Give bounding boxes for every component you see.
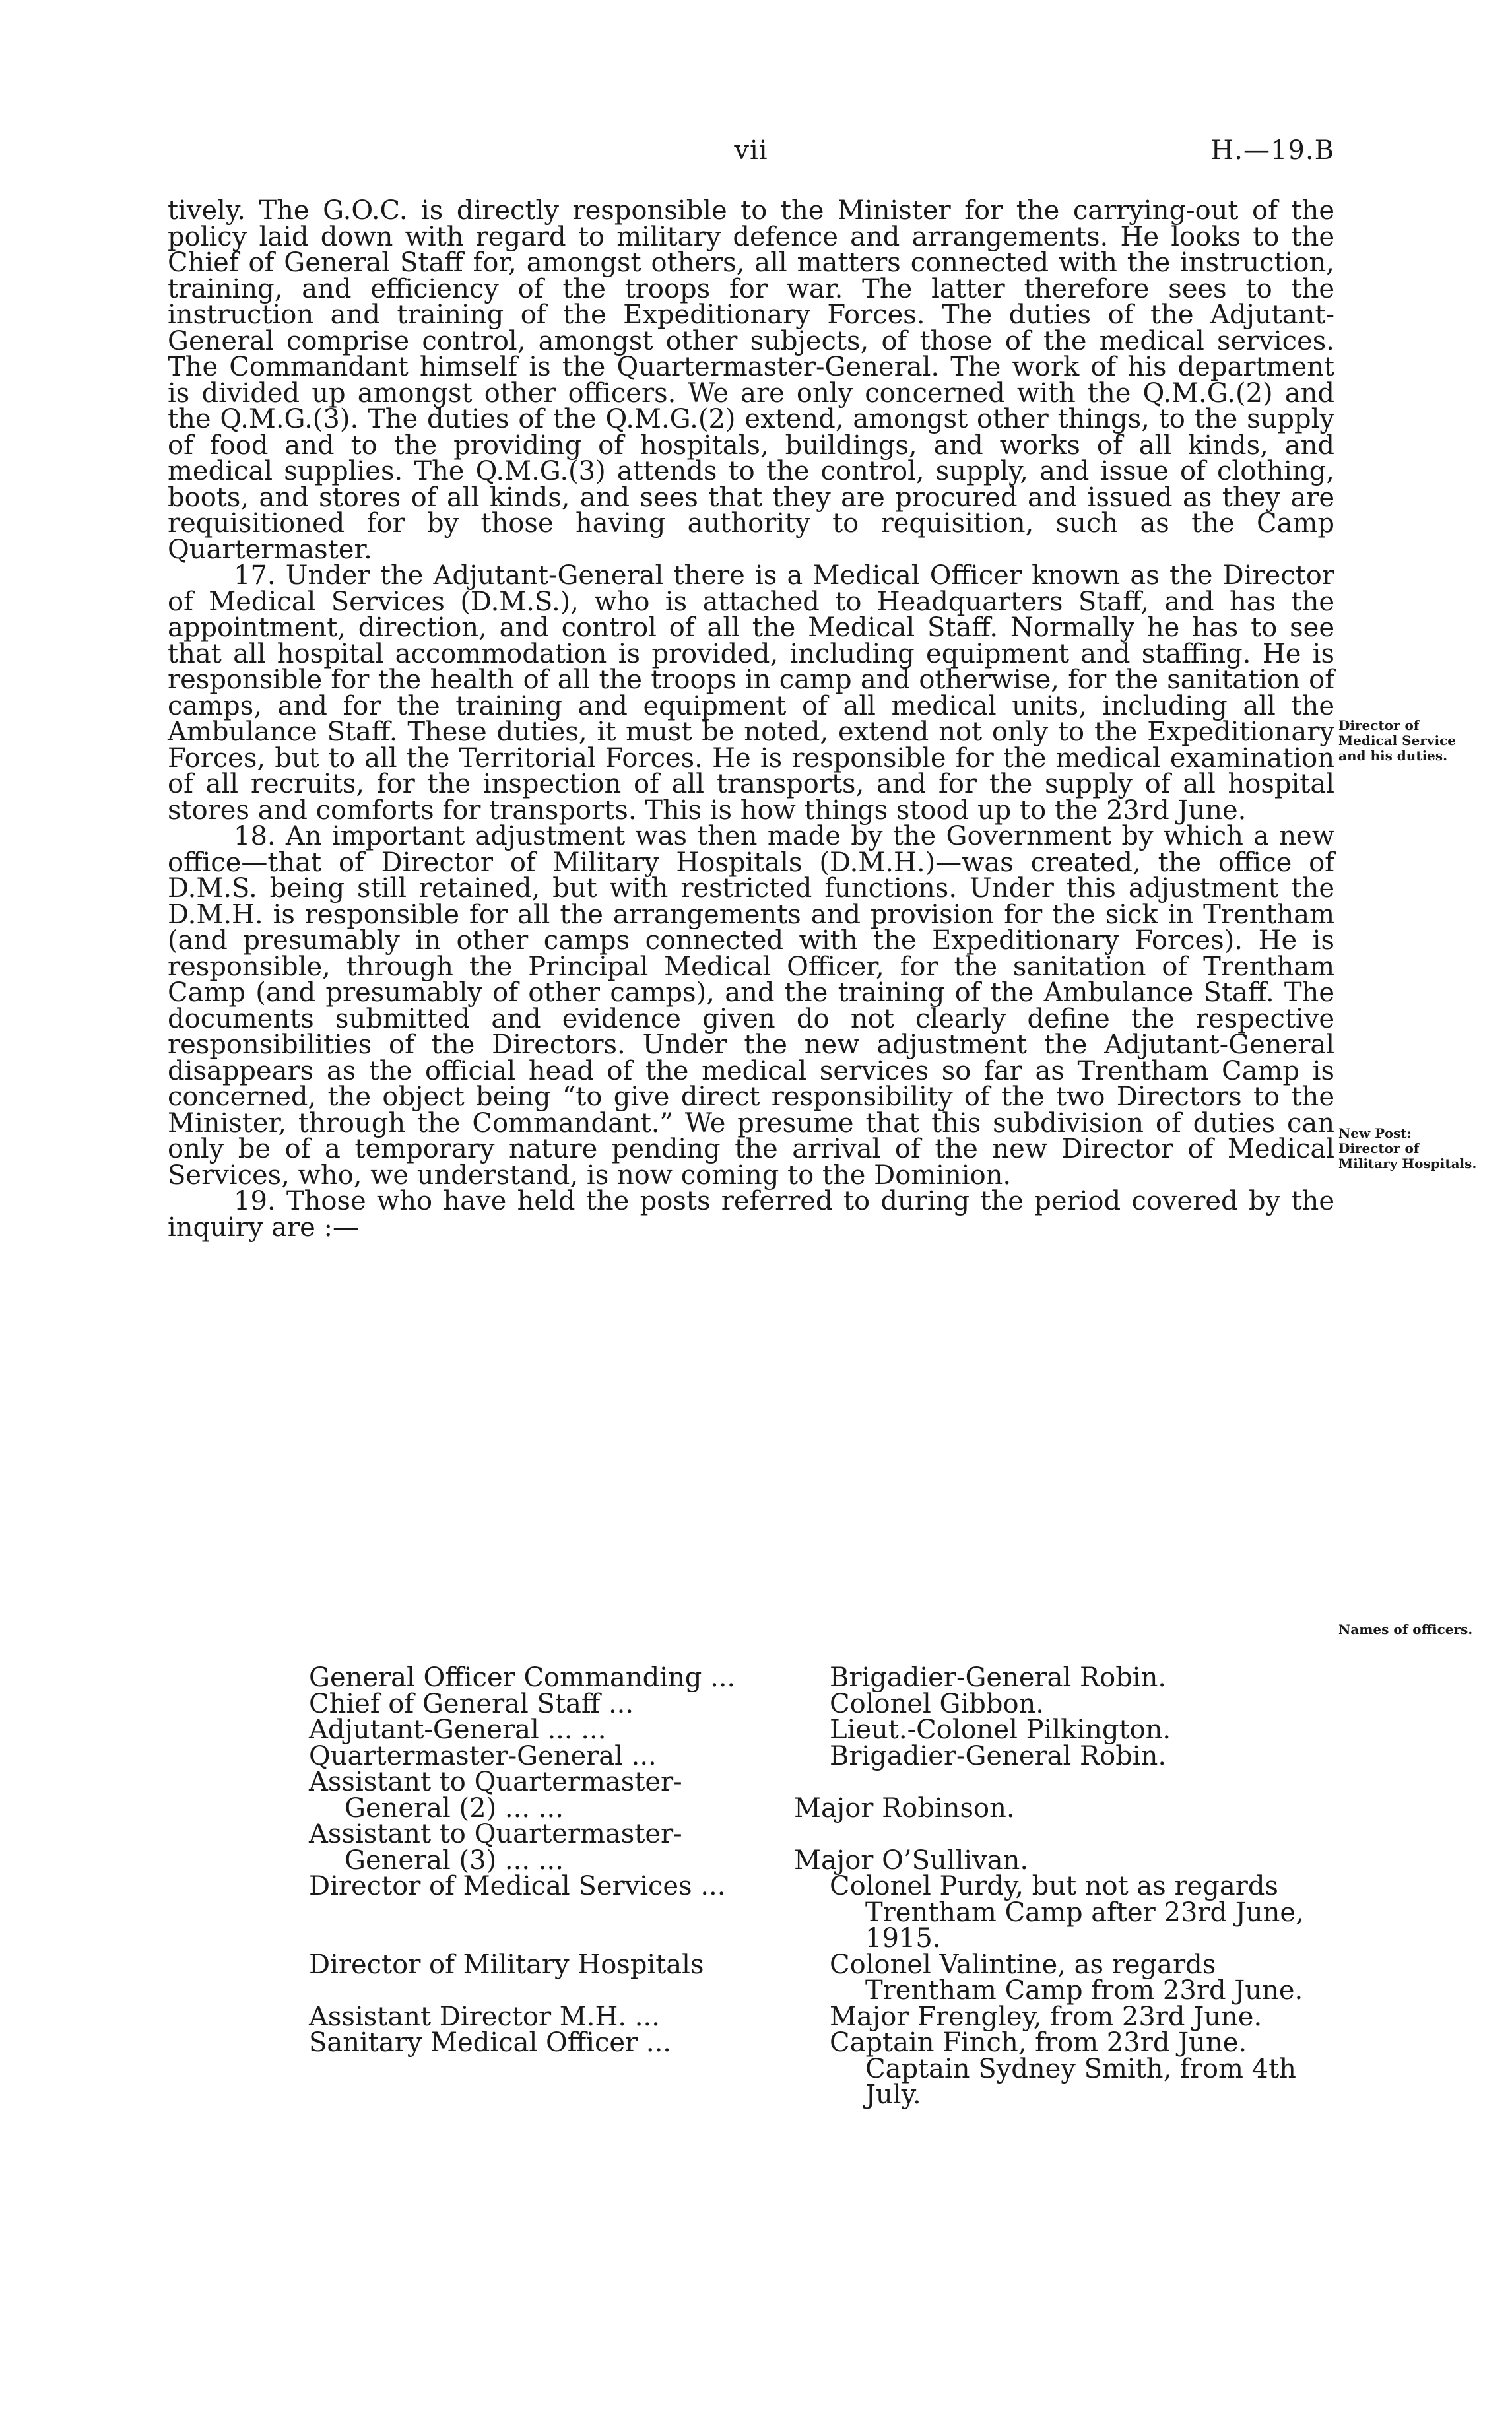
margin-note-names-of-officers: Names of officers. <box>1338 1622 1473 1637</box>
post-title: Sanitary Medical Officer ... <box>309 2027 672 2058</box>
officer-row <box>309 2001 1334 2032</box>
paragraph-continued: tively. The G.O.C. is directly responsible to the Minister for the carrying-out of the policy laid down with regard to military defence and arrangements. He looks to the Chief of General Staff for, amongst others, all matters connected with the instruction, training, and efficiency of the troops for war. The latter therefore sees to the instruction and training of the Expeditionary Forces. The duties of the Adjutant-General comprise control, amongst other subjects, of those of the medical services. The Commandant himself is the Quartermaster-General. The work of his department is divided up amongst other officers. We are only concerned with the Q.M.G.(2) and the Q.M.G.(3). The duties of the Q.M.G.(2) extend, amongst other things, to the supply of food and to the providing of hospitals, buildings, and works of all kinds, and medical supplies. The Q.M.G.(3) attends to the control, supply, and issue of clothing, boots, and stores of all kinds, and sees that they are procured and issued as they are requisitioned for by those having authority to requisition, such as the Camp Quartermaster. <box>168 195 1334 565</box>
post-holder: Colonel Gibbon. <box>830 1688 1045 1719</box>
margin-note-new-post: New Post: Director of Military Hospitals. <box>1338 1125 1477 1171</box>
post-title: Quartermaster-General ... <box>309 1740 657 1771</box>
post-title: General Officer Commanding ... <box>309 1662 736 1693</box>
post-title: Assistant to Quartermaster- General (3) ... ... <box>309 1819 682 1876</box>
officer-row <box>309 2027 1334 2110</box>
post-title: Director of Military Hospitals <box>309 1949 704 1980</box>
officer-row <box>309 1871 1334 1954</box>
post-holder: Brigadier-General Robin. <box>830 1662 1167 1693</box>
post-holder: Colonel Purdy, but not as regards Trentham Camp after 23rd June, 1915. <box>830 1871 1304 1954</box>
post-holder: Colonel Valintine, as regards Trentham Camp from 23rd June. <box>830 1949 1303 2006</box>
post-title: Assistant to Quartermaster- General (2) ... ... <box>309 1767 682 1824</box>
report-body <box>168 195 1334 1243</box>
officers-list <box>309 1662 1334 2110</box>
officer-row <box>309 1819 1334 1876</box>
post-title: Chief of General Staff ... <box>309 1688 634 1719</box>
post-title: Director of Medical Services ... <box>309 1871 726 1901</box>
page-number: vii <box>734 135 768 166</box>
post-title: Adjutant-General ... ... <box>309 1715 607 1745</box>
paragraph-17: 17. Under the Adjutant-General there is a Medical Officer known as the Director of Medical Services (D.M.S.), who is attached to Headquarters Staff, and has the appointment, direction, and control of all the Medical Staff. Normally he has to see that all hospital accommodation is provided, including equipment and staffing. He is responsible for the health of all the troops in camp and otherwise, for the sanitation of camps, and for the training and equipment of all medical units, including all the Ambulance Staff. These duties, it must be noted, extend not only to the Expeditionary Forces, but to all the Territorial Forces. He is responsible for the medical examination of all recruits, for the inspection of all transports, and for the supply of all hospital stores and comforts for transports. This is how things stood up to the 23rd June. <box>168 560 1334 826</box>
post-holder: Captain Finch, from 23rd June. Captain Sydney Smith, from 4th July. <box>830 2027 1296 2110</box>
page-header <box>168 135 1334 175</box>
document-reference: H.—19.B <box>1210 135 1334 166</box>
officer-row <box>309 1662 1334 1693</box>
officer-row <box>309 1688 1334 1719</box>
post-holder: Major O’Sullivan. <box>794 1845 1029 1876</box>
post-title: Assistant Director M.H. ... <box>309 2001 660 2032</box>
paragraph-18: 18. An important adjustment was then made by the Government by which a new office—that of Director of Military Hospitals (D.M.H.)—was created, the office of D.M.S. being still retained, but with restricted functions. Under this adjustment the D.M.H. is responsible for all the arrangements and provision for the sick in Trentham (and presumably in other camps connected with the Expeditionary Forces). He is responsible, through the Principal Medical Officer, for the sanitation of Trentham Camp (and presumably of other camps), and the training of the Ambulance Staff. The documents submitted and evidence given do not clearly define the respective responsibilities of the Directors. Under the new adjustment the Adjutant-General disappears as the official head of the medical services so far as Trentham Camp is concerned, the object being “to give direct responsibility of the two Directors to the Minister, through the Commandant.” We presume that this subdivision of duties can only be of a temporary nature pending the arrival of the new Director of Medical Services, who, we understand, is now coming to the Dominion. <box>168 821 1334 1191</box>
officer-row <box>309 1717 1334 1744</box>
paragraph-19: 19. Those who have held the posts referred to during the period covered by the inquiry are :— <box>168 1186 1334 1243</box>
officer-row <box>309 1769 1334 1822</box>
margin-note-director-medical: Director of Medical Service and his duties. <box>1338 717 1456 764</box>
post-holder: Lieut.-Colonel Pilkington. <box>830 1715 1171 1745</box>
post-holder: Major Frengley, from 23rd June. <box>830 2001 1263 2032</box>
officer-row <box>309 1740 1334 1771</box>
post-holder: Brigadier-General Robin. <box>830 1740 1167 1771</box>
post-holder: Major Robinson. <box>794 1792 1015 1824</box>
officer-row <box>309 1949 1334 2006</box>
